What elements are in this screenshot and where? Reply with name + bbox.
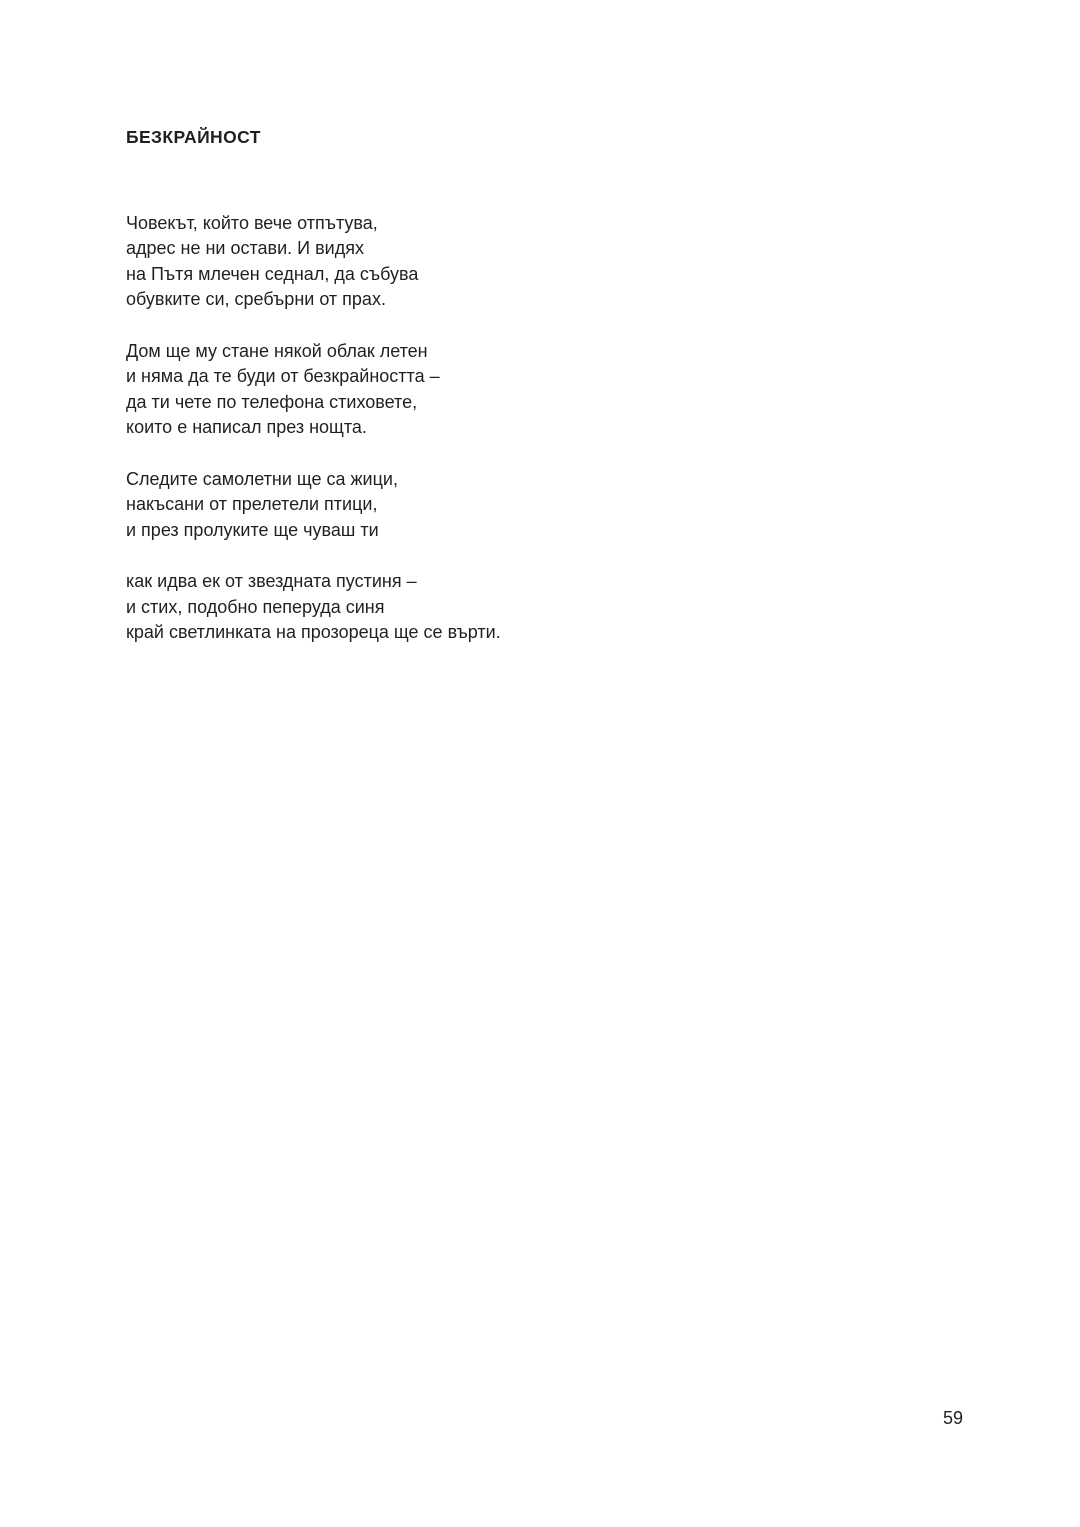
poem-line: да ти чете по телефона стиховете, <box>126 391 418 412</box>
poem-stanza <box>126 339 946 441</box>
poem-line: Дом ще му стане някой облак летен <box>126 340 428 361</box>
poem-line: край светлинката на прозореца ще се върти. <box>126 622 501 643</box>
page-title: БЕЗКРАЙНОСТ <box>126 127 261 147</box>
poem-line: на Пътя млечен седнал, да събува <box>126 263 419 284</box>
poem-line: накъсани от прелетели птици, <box>126 494 378 515</box>
poem-line: и през пролуките ще чуваш ти <box>126 519 379 540</box>
poem-line: адрес не ни остави. И видях <box>126 238 364 259</box>
poem-line: Човекът, който вече отпътува, <box>126 212 378 233</box>
poem-stanza <box>126 211 946 313</box>
page-number: 59 <box>942 1408 963 1428</box>
poem-line: Следите самолетни ще са жици, <box>126 468 398 489</box>
poem-body <box>126 126 946 646</box>
poem-line: които е написал през нощта. <box>126 417 367 438</box>
poem-stanza <box>126 569 946 646</box>
poem-stanza <box>126 467 946 544</box>
poem-line: и стих, подобно пеперуда синя <box>126 596 385 617</box>
poem-line: обувките си, сребърни от прах. <box>126 289 386 310</box>
poem-line: как идва ек от звездната пустиня – <box>126 571 417 592</box>
poem-line: и няма да те буди от безкрайността – <box>126 366 440 387</box>
